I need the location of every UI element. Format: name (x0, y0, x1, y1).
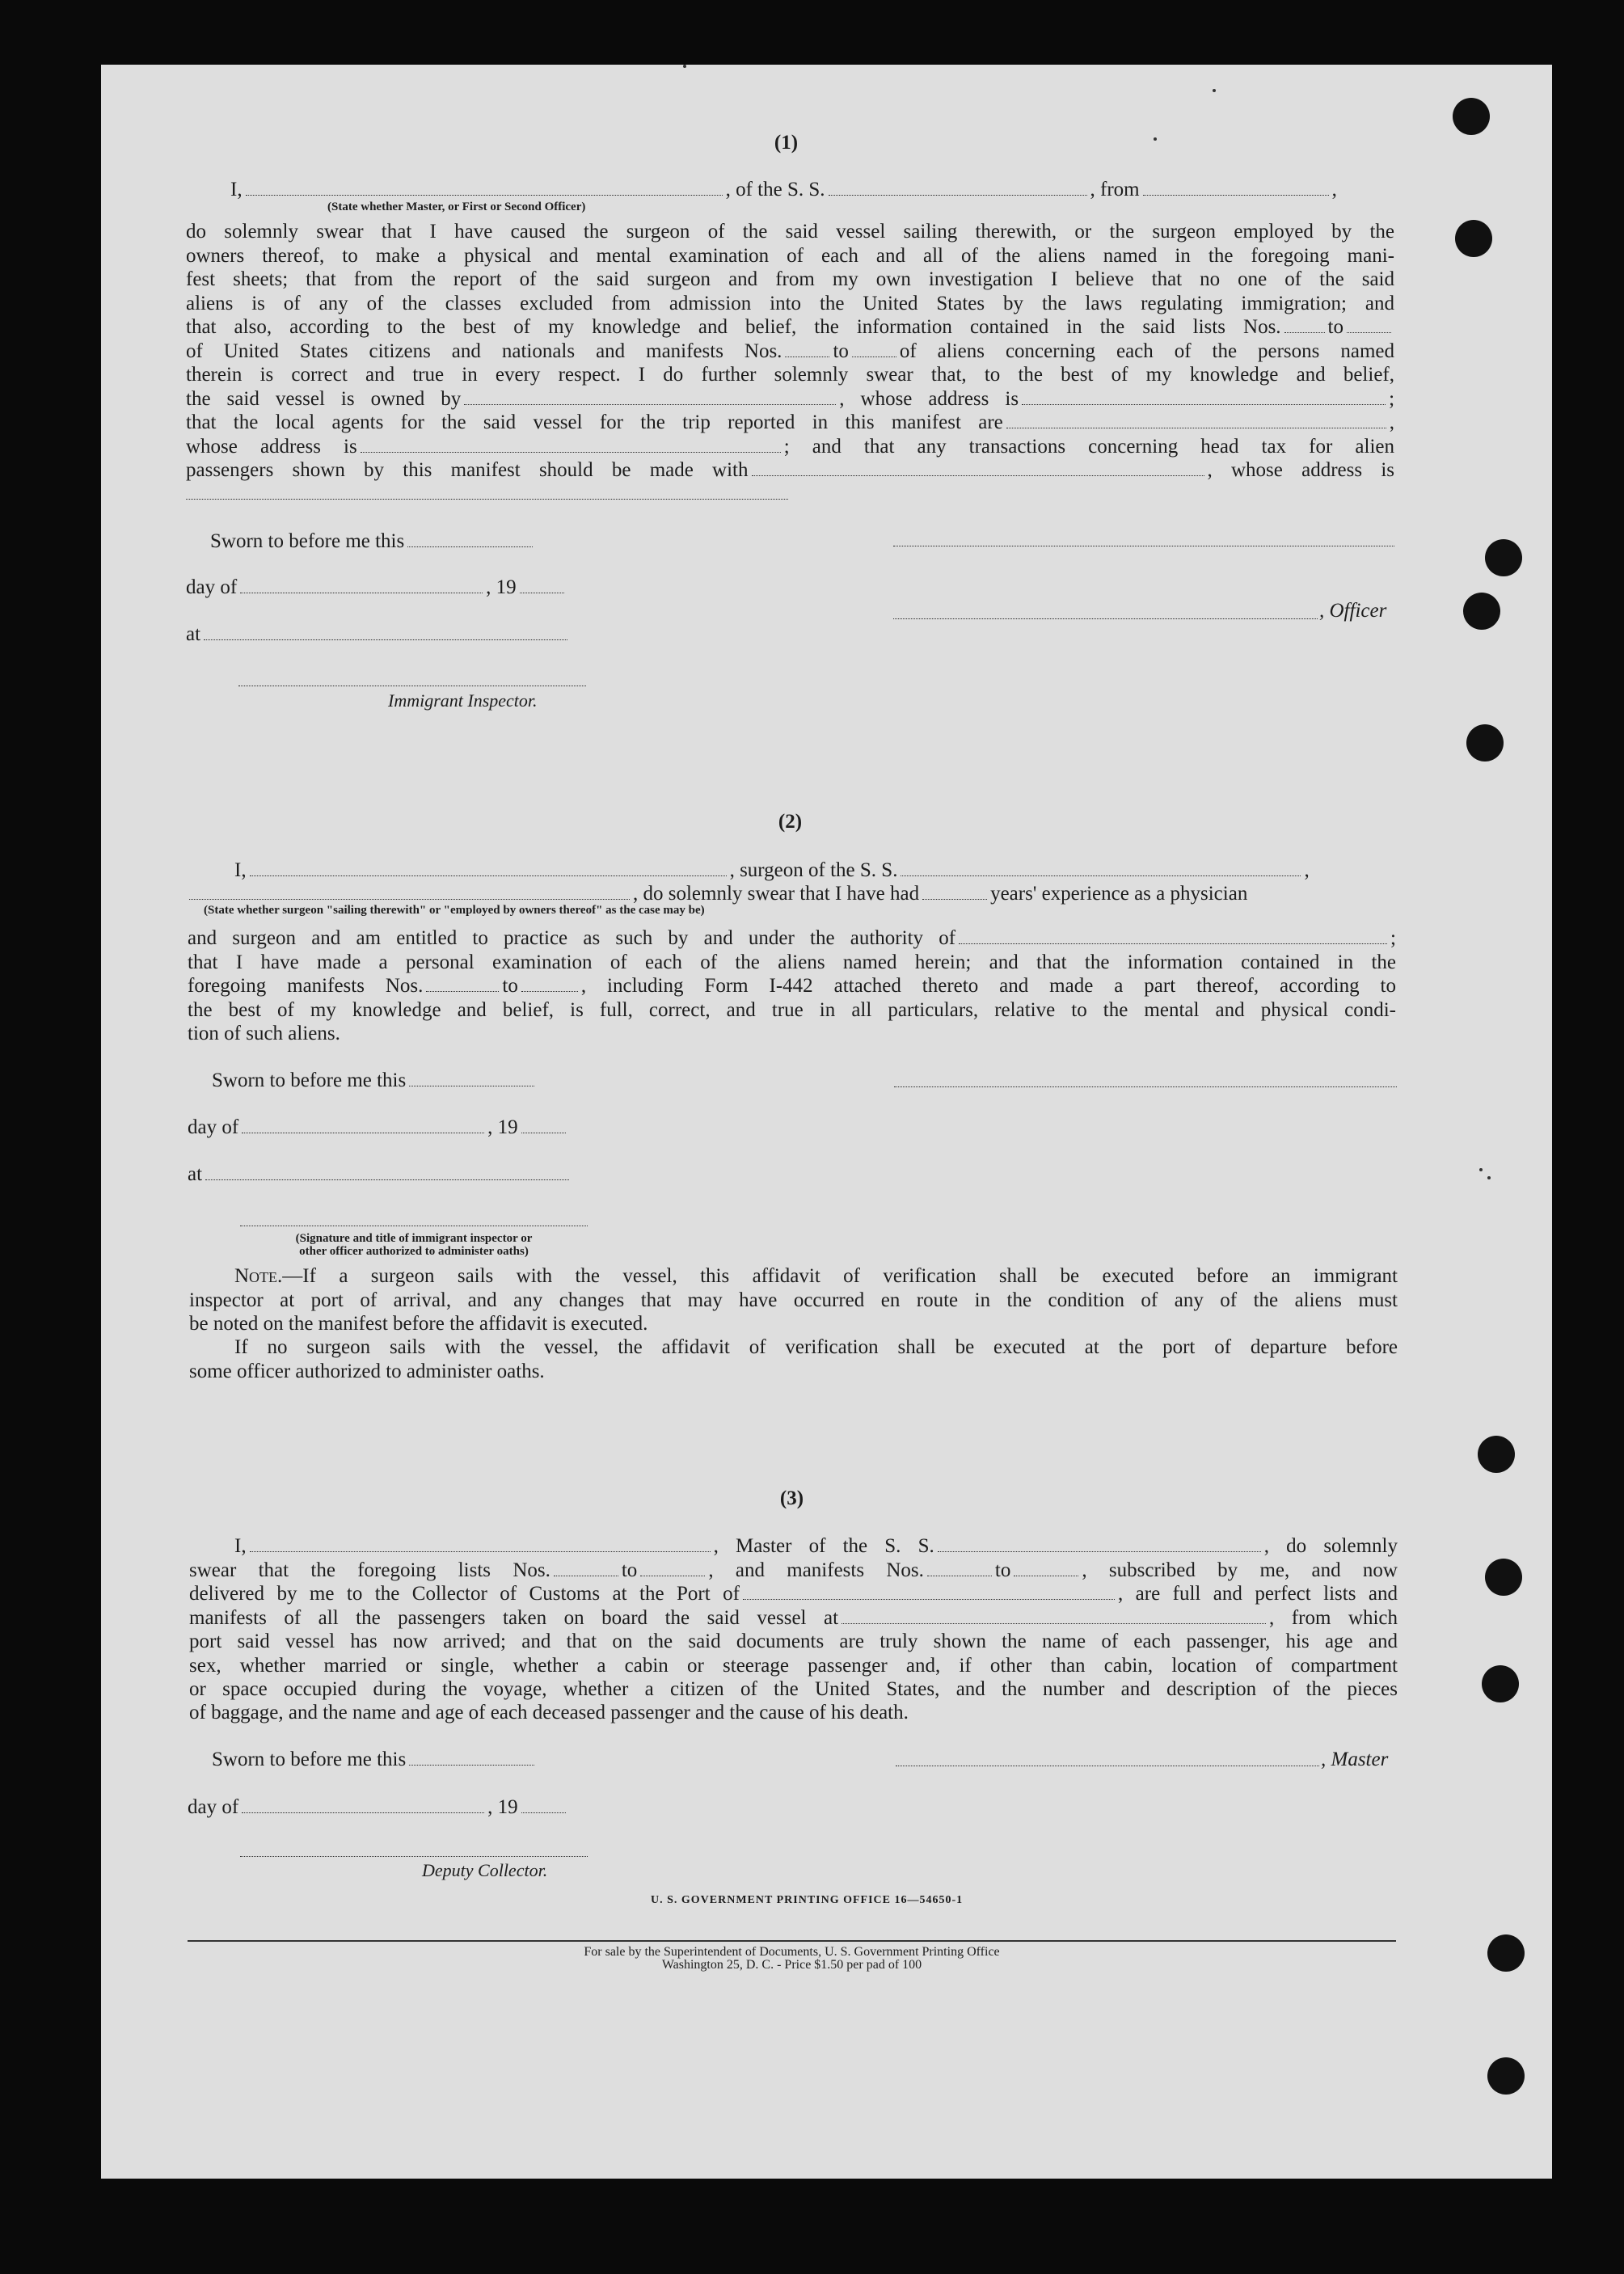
signature-caption-2: other officer authorized to administer oaths) (299, 1245, 529, 1258)
owner-address-field[interactable] (1022, 403, 1386, 405)
lists-from-field[interactable] (1284, 331, 1325, 333)
section-3-number: (3) (779, 1487, 804, 1509)
paragraph-line: that also, according to the best of my knowledge and belief, the information contained in the said lists Nos. to (186, 315, 1394, 340)
vessel-name-field[interactable] (829, 194, 1087, 196)
surgeon-name-field[interactable] (250, 875, 727, 876)
paragraph-line: aliens is of any of the classes excluded from admission into the United States by the laws regulating immigration; and (186, 292, 1394, 314)
deputy-collector-label: Deputy Collector. (422, 1860, 548, 1880)
officer-label: , Officer (1319, 600, 1387, 622)
paragraph-line: of United States citizens and nationals and manifests Nos. to of aliens concerning each of the persons named (186, 340, 1394, 362)
day-of-line: day of , 19 (186, 576, 567, 599)
footer-line-2: Washington 25, D. C. - Price $1.50 per pad of 100 (661, 1958, 922, 1972)
lists-to-field[interactable] (1347, 331, 1391, 333)
paragraph-line: owners thereof, to make a physical and mental examination of each and all of the aliens named in the foregoing mani- (186, 244, 1394, 267)
day-of-line: day of , 19 (188, 1795, 569, 1819)
label-i: I, (230, 179, 243, 200)
scan-speck (683, 65, 686, 68)
paragraph-line: some officer authorized to administer oaths. (189, 1361, 545, 1382)
section-2-line-1: I, , surgeon of the S. S. , (234, 859, 1310, 881)
paragraph-line: port said vessel has now arrived; and that on the said documents are truly shown the name of each passenger, his age and (189, 1631, 1398, 1652)
paragraph-line: of baggage, and the name and age of each deceased passenger and the cause of his death. (189, 1702, 909, 1723)
manifests-to-field[interactable] (1014, 1575, 1078, 1576)
officer-rank-caption: (State whether Master, or First or Second Officer) (327, 200, 586, 213)
binder-hole (1487, 2057, 1525, 2095)
boarding-port-field[interactable] (842, 1622, 1266, 1624)
paragraph-line: swear that the foregoing lists Nos. to , and manifests Nos. to , subscribed by me, and now (189, 1559, 1398, 1581)
manifests-from-field[interactable] (785, 356, 829, 357)
year-field[interactable] (521, 1812, 566, 1813)
vessel-owner-field[interactable] (464, 403, 836, 405)
master-label: , Master (1321, 1749, 1389, 1770)
paragraph-line: tion of such aliens. (188, 1023, 340, 1044)
binder-hole (1453, 98, 1490, 135)
manifests-to-field[interactable] (852, 356, 896, 357)
section-1-paragraph (186, 220, 1394, 483)
paragraph-line: sex, whether married or single, whether a cabin or steerage passenger and, if other than cabin, location of compartment (189, 1654, 1398, 1677)
sworn-date-field[interactable] (409, 1085, 534, 1086)
sworn-date-field[interactable] (407, 546, 533, 547)
paragraph-line: the said vessel is owned by , whose address is ; (186, 387, 1395, 410)
printing-office-imprint: U. S. GOVERNMENT PRINTING OFFICE 16—54650-1 (651, 1894, 964, 1906)
section-2-paragraph (188, 926, 1396, 1022)
footer-line-1: For sale by the Superintendent of Documents, U. S. Government Printing Office (584, 1945, 1000, 1959)
paragraph-line: manifests of all the passengers taken on board the said vessel at , from which (189, 1606, 1398, 1629)
paragraph-line: fest sheets; that from the report of the said surgeon and from my own investigation I believe that no one of the said (186, 268, 1394, 290)
place-field[interactable] (204, 639, 567, 640)
paragraph-line: foregoing manifests Nos. to , including Form I-442 attached thereto and made a part thereof, according to (188, 975, 1396, 997)
surgeon-manifests-from-field[interactable] (426, 990, 499, 992)
local-agents-field[interactable] (1006, 427, 1386, 428)
agents-address-field[interactable] (361, 451, 781, 453)
paragraph-line: therein is correct and true in every respect. I do further solemnly swear that, to the best of my knowledge and belief, (186, 364, 1394, 386)
label-of-ss: , of the S. S. (725, 179, 825, 200)
month-field[interactable] (242, 1132, 484, 1133)
paragraph-line: I, , Master of the S. S. , do solemnly (234, 1535, 1398, 1557)
scan-speck (1154, 137, 1157, 141)
head-tax-address-field[interactable] (186, 499, 788, 500)
master-name-field[interactable] (250, 1550, 711, 1552)
paragraph-line: delivered by me to the Collector of Customs at the Port of , are full and perfect lists and (189, 1583, 1398, 1605)
section-2-number: (2) (778, 811, 803, 833)
paragraph-line: passengers shown by this manifest should be made with , whose address is (186, 459, 1394, 481)
paragraph-line: or space occupied during the voyage, whether a citizen of the United States, and the number and description of the pieces (189, 1678, 1398, 1700)
sworn-line: Sworn to before me this (210, 529, 536, 553)
binder-hole (1455, 220, 1492, 257)
surgeon-signature-field[interactable] (894, 1086, 1397, 1087)
note-paragraph (189, 1264, 1398, 1312)
scan-speck (1487, 1176, 1491, 1179)
day-of-line: day of , 19 (188, 1116, 569, 1139)
place-field[interactable] (205, 1179, 569, 1180)
master-vessel-field[interactable] (938, 1550, 1261, 1552)
binder-hole (1485, 1559, 1522, 1596)
year-field[interactable] (521, 1132, 566, 1133)
paragraph-line: inspector at port of arrival, and any changes that may have occurred en route in the condition of any of the aliens must (189, 1289, 1398, 1311)
footer-divider (188, 1940, 1396, 1942)
section-1-number: (1) (774, 132, 799, 154)
month-field[interactable] (242, 1812, 484, 1813)
officer-name-field[interactable] (246, 194, 723, 196)
paragraph-line: the best of my knowledge and belief, is full, correct, and true in all particulars, relative to the mental and physical condi- (188, 998, 1396, 1021)
binder-hole (1482, 1665, 1519, 1702)
month-field[interactable] (240, 592, 483, 593)
binder-hole (1487, 1934, 1525, 1972)
surgeon-vessel-field[interactable] (901, 875, 1301, 876)
section-3-paragraph (189, 1534, 1398, 1702)
binder-hole (1478, 1436, 1515, 1473)
binder-hole (1466, 724, 1504, 762)
sworn-line: Sworn to before me this (212, 1069, 538, 1092)
lists-to-field[interactable] (640, 1575, 705, 1576)
sworn-line: Sworn to before me this (212, 1748, 538, 1771)
binder-hole (1485, 539, 1522, 576)
immigrant-inspector-label: Immigrant Inspector. (388, 690, 538, 711)
at-line: at (186, 622, 571, 646)
binder-hole (1463, 593, 1500, 630)
surgeon-manifests-to-field[interactable] (521, 990, 578, 992)
departure-port-field[interactable] (1143, 194, 1329, 196)
year-field[interactable] (520, 592, 564, 593)
paragraph-line: that I have made a personal examination of each of the aliens named herein; and that the information contained in the (188, 951, 1396, 973)
manifests-from-field[interactable] (927, 1575, 992, 1576)
scan-speck (1213, 89, 1216, 92)
section-2-line-2: , do solemnly swear that I have had years' experience as a physician (186, 882, 1247, 905)
section-1-line-1: I, , of the S. S. , from , (230, 179, 1337, 200)
surgeon-status-caption: (State whether surgeon "sailing therewith" or "employed by owners thereof" as the case may be) (204, 904, 705, 917)
paragraph-line: If no surgeon sails with the vessel, the affidavit of verification shall be executed at the port of departure before (234, 1336, 1398, 1358)
deputy-signature-field[interactable] (240, 1856, 588, 1857)
scan-speck (1479, 1168, 1483, 1171)
surgeon-status-field[interactable] (189, 898, 630, 900)
paragraph-line: that the local agents for the said vessel for the trip reported in this manifest are , (186, 411, 1394, 433)
arrival-port-field[interactable] (743, 1598, 1115, 1600)
head-tax-contact-field[interactable] (752, 475, 1204, 476)
paragraph-line: do solemnly swear that I have caused the surgeon of the said vessel sailing therewith, or the surgeon employed by the (186, 221, 1394, 243)
note-paragraph-2 (189, 1335, 1398, 1360)
paragraph-line: and surgeon and am entitled to practice as such by and under the authority of ; (188, 927, 1396, 949)
at-line: at (188, 1162, 572, 1186)
years-experience-field[interactable] (922, 898, 987, 900)
paragraph-line: whose address is ; and that any transactions concerning head tax for alien (186, 435, 1394, 458)
label-from: , from (1090, 179, 1140, 200)
officer-title-field[interactable] (893, 618, 1318, 619)
lists-from-field[interactable] (554, 1575, 618, 1576)
signature-caption-1: (Signature and title of immigrant inspector or (295, 1232, 533, 1245)
paragraph-line: Note.—If a surgeon sails with the vessel, this affidavit of verification shall be executed before an immigrant (234, 1265, 1398, 1287)
sworn-date-field[interactable] (409, 1764, 534, 1766)
paragraph-line: be noted on the manifest before the affidavit is executed. (189, 1313, 648, 1335)
licensing-authority-field[interactable] (959, 943, 1387, 944)
